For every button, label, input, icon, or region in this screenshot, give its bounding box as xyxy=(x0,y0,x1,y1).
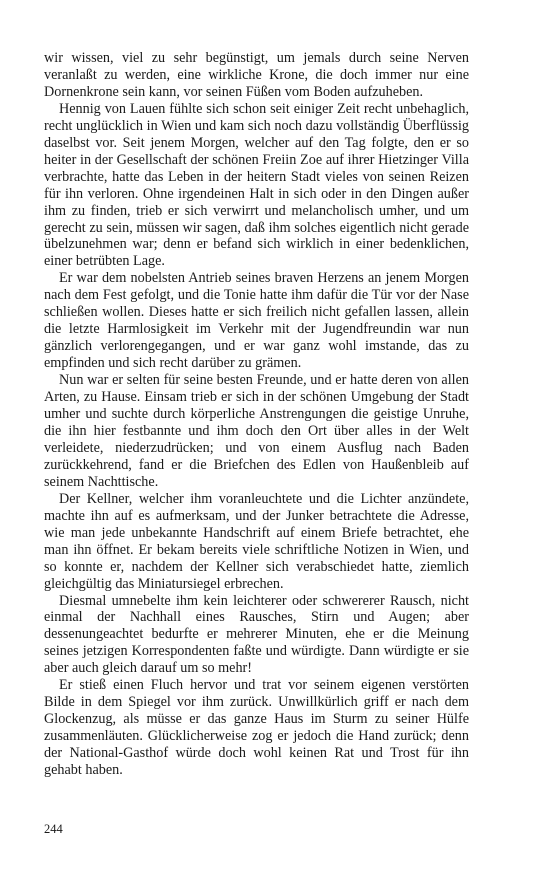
paragraph: Er war dem nobelsten Antrieb seines braven Herzens an jenem Morgen nach dem Fest gefolgt, und die Tonie hatte ihm dafür die Tür vor der Nase schließen wollen. Dieses hatte er sich freilich nicht gefallen lassen, allein die letzte Harmlosigkeit im Verkehr mit der Jugendfreundin war nun gänzlich verlorengegangen, und er war ganz wohl imstande, das zu empfinden und sich recht darüber zu grämen. xyxy=(44,270,469,372)
paragraph: Nun war er selten für seine besten Freunde, und er hatte deren von allen Arten, zu Hause. Einsam trieb er sich in der schönen Umgebung der Stadt umher und suchte durch körperliche Anstrengungen die geistige Unruhe, die ihn hier festbannte und ihm doch den Ort über alles in der Welt verleidete, niederzudrücken; und von einem Ausflug nach Baden zurückkehrend, fand er die Briefchen des Edlen von Haußenbleib auf seinem Nachttische. xyxy=(44,372,469,490)
paragraph: Diesmal umnebelte ihm kein leichterer oder schwererer Rausch, nicht einmal der Nachhall eines Rausches, Stirn und Augen; aber dessenungeachtet bedurfte er mehrerer Minuten, ehe er die Meinung seines jetzigen Korrespondenten faßte und würdigte. Dann würdigte er sie aber auch gleich darauf um so mehr! xyxy=(44,592,469,677)
paragraph-continued: wir wissen, viel zu sehr begünstigt, um jemals durch seine Nerven veranlaßt zu werden, eine wirkliche Krone, die doch immer nur eine Dornenkrone sein kann, vor seinen Füßen vom Boden aufzuheben. xyxy=(44,50,469,100)
page-number: 244 xyxy=(44,822,63,836)
paragraph: Er stieß einen Fluch hervor und trat vor seinem eigenen verstörten Bilde in dem Spiegel vor ihm zurück. Unwillkürlich griff er nach dem Glockenzug, als müsse er das ganze Haus im Sturm zu seiner Hülfe zusammenläuten. Glücklicherweise zog er jedoch die Hand zurück; denn der National-Gasthof würde doch wohl keinen Rat und Trost für ihn gehabt haben. xyxy=(44,677,469,779)
paragraph: Hennig von Lauen fühlte sich schon seit einiger Zeit recht unbehaglich, recht unglücklich in Wien und kam sich noch dazu vollständig Überflüssig daselbst vor. Seit jenem Morgen, welcher auf den Tag folgte, den er so heiter in der Gesellschaft der schönen Freiin Zoe auf ihrer Hietzinger Villa verbrachte, hatte das Leben in der heitern Stadt vieles von seinen Reizen für ihn verloren. Ohne irgendeinen Halt in sich oder in den Dingen außer ihm zu finden, trieb er sich verwirrt und melancholisch umher, und um gerecht zu sein, müssen wir sagen, daß ihm solches eigentlich nicht gerade übelzunehmen war; denn er befand sich wirklich in einer bedenklichen, einer betrübten Lage. xyxy=(44,100,469,270)
paragraph: Der Kellner, welcher ihm voranleuchtete und die Lichter anzündete, machte ihn auf es aufmerksam, und der Junker betrachtete die Adresse, wie man jede unbekannte Handschrift auf einem Briefe betrachtet, ehe man ihn öffnet. Er bekam bereits viele schriftliche Notizen in Wien, und so konnte er, nachdem der Kellner sich verabschiedet hatte, ziemlich gleichgültig das Miniatursiegel erbrechen. xyxy=(44,490,469,592)
page-text-block xyxy=(44,50,469,779)
